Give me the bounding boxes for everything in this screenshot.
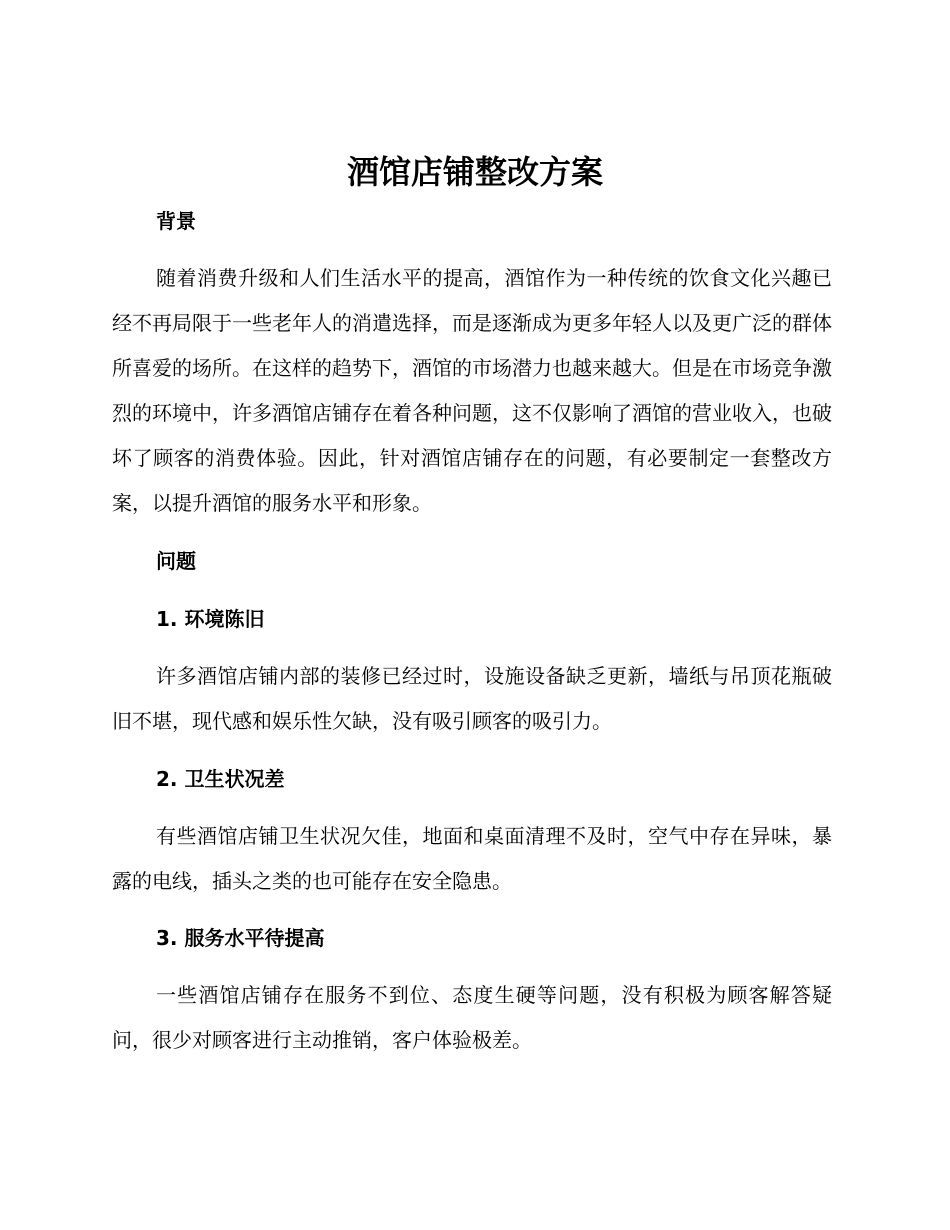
problem-1-paragraph: 许多酒馆店铺内部的装修已经过时，设施设备缺乏更新，墙纸与吊顶花瓶破旧不堪，现代感和娱乐性欠缺，没有吸引顾客的吸引力。 bbox=[112, 664, 832, 733]
problem-1-heading: 1. 环境陈旧 bbox=[156, 607, 265, 631]
problem-2-heading: 2. 卫生状况差 bbox=[156, 767, 285, 791]
document-title: 酒馆店铺整改方案 bbox=[346, 153, 603, 191]
problem-3-heading: 3. 服务水平待提高 bbox=[156, 926, 325, 950]
problem-2-paragraph: 有些酒馆店铺卫生状况欠佳，地面和桌面清理不及时，空气中存在异味，暴露的电线，插头之类的也可能存在安全隐患。 bbox=[112, 824, 832, 893]
problem-3-paragraph: 一些酒馆店铺存在服务不到位、态度生硬等问题，没有积极为顾客解答疑问，很少对顾客进行主动推销，客户体验极差。 bbox=[112, 983, 832, 1052]
section-heading-background: 背景 bbox=[156, 209, 196, 233]
background-paragraph: 随着消费升级和人们生活水平的提高，酒馆作为一种传统的饮食文化兴趣已经不再局限于一些老年人的消遣选择，而是逐渐成为更多年轻人以及更广泛的群体所喜爱的场所。在这样的趋势下，酒馆的市场潜力也越来越大。但是在市场竞争激烈的环境中，许多酒馆店铺存在着各种问题，这不仅影响了酒馆的营业收入，也破坏了顾客的消费体验。因此，针对酒馆店铺存在的问题，有必要制定一套整改方案，以提升酒馆的服务水平和形象。 bbox=[112, 266, 832, 515]
section-heading-problems: 问题 bbox=[156, 549, 196, 573]
